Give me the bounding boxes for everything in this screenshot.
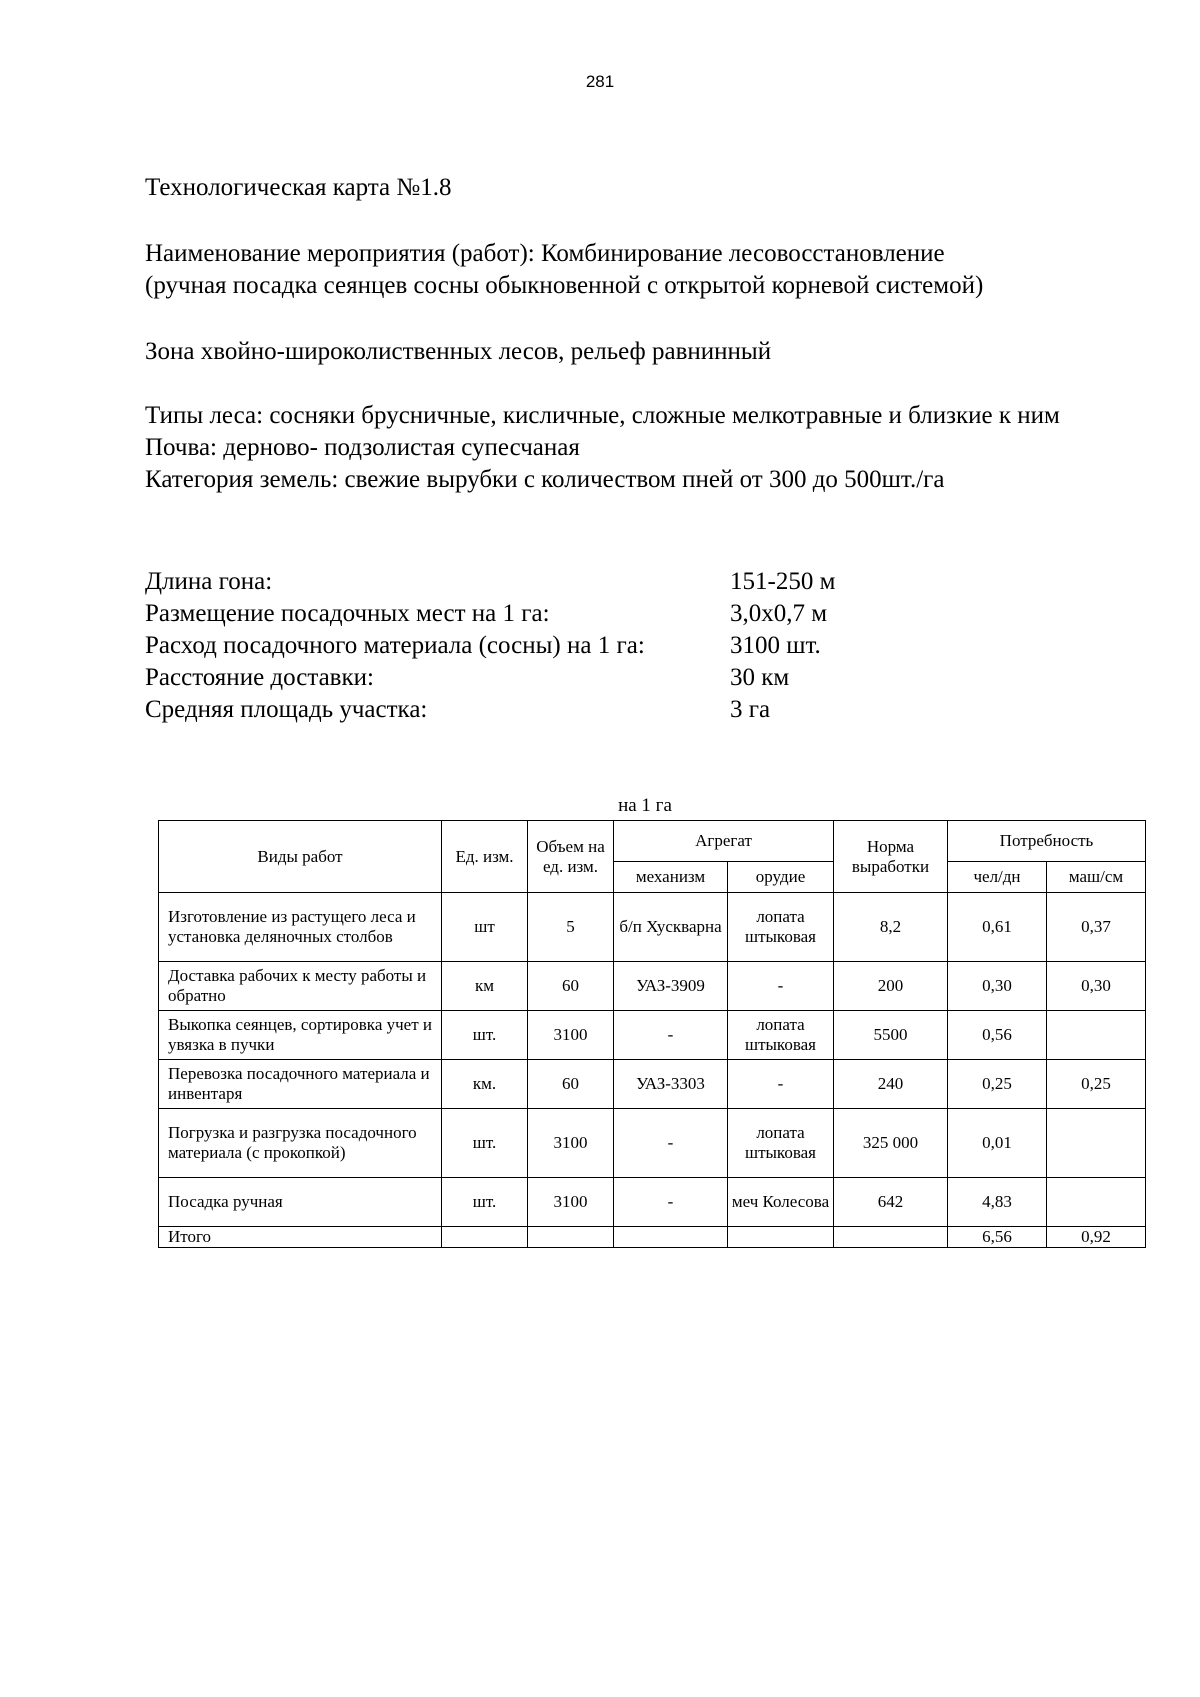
- total-machine-shifts: 0,92: [1047, 1227, 1146, 1248]
- cell-norm: 240: [834, 1060, 948, 1109]
- empty-cell: [442, 1227, 528, 1248]
- forest-types: Типы леса: сосняки брусничные, кисличные, сложные мелкотравные и близкие к ним: [145, 402, 1060, 429]
- parameters-list: [145, 566, 835, 726]
- header-machine-shifts: маш/см: [1047, 862, 1146, 893]
- cell-norm: 325 000: [834, 1109, 948, 1178]
- cell-norm: 8,2: [834, 893, 948, 962]
- param-value: 3,0х0,7 м: [730, 600, 828, 627]
- cell-tool: лопата штыковая: [728, 1011, 834, 1060]
- cell-machine-shifts: 0,25: [1047, 1060, 1146, 1109]
- cell-machine-shifts: [1047, 1011, 1146, 1060]
- cell-work: Доставка рабочих к месту работы и обратно: [159, 962, 442, 1011]
- param-row: [145, 662, 835, 694]
- cell-work: Перевозка посадочного материала и инвентаря: [159, 1060, 442, 1109]
- cell-man-days: 0,25: [948, 1060, 1047, 1109]
- header-tool: орудие: [728, 862, 834, 893]
- cell-volume: 60: [528, 1060, 614, 1109]
- param-value: 3 га: [730, 696, 771, 723]
- cell-man-days: 0,61: [948, 893, 1047, 962]
- param-label: Средняя площадь участка:: [145, 696, 428, 723]
- param-label: Длина гона:: [145, 568, 273, 595]
- cell-work: Погрузка и разгрузка посадочного материала (с прокопкой): [159, 1109, 442, 1178]
- param-value: 30 км: [730, 664, 790, 691]
- cell-volume: 5: [528, 893, 614, 962]
- param-label: Размещение посадочных мест на 1 га:: [145, 600, 550, 627]
- cell-unit: шт: [442, 893, 528, 962]
- cell-work: Выкопка сеянцев, сортировка учет и увязка в пучки: [159, 1011, 442, 1060]
- table-row: [159, 893, 1146, 962]
- cell-tool: -: [728, 1060, 834, 1109]
- header-norm: Норма выработки: [834, 821, 948, 893]
- total-row: [159, 1227, 1146, 1248]
- total-man-days: 6,56: [948, 1227, 1047, 1248]
- cell-norm: 5500: [834, 1011, 948, 1060]
- cell-unit: шт.: [442, 1178, 528, 1227]
- table-row: [159, 1011, 1146, 1060]
- param-row: [145, 694, 835, 726]
- cell-mechanism: -: [614, 1109, 728, 1178]
- param-row: [145, 630, 835, 662]
- site-description: [145, 400, 1155, 496]
- empty-cell: [728, 1227, 834, 1248]
- cell-volume: 3100: [528, 1178, 614, 1227]
- activity-line-2: (ручная посадка сеянцев сосны обыкновенной с открытой корневой системой): [145, 272, 984, 299]
- activity-line-1: Наименование мероприятия (работ): Комбинирование лесовосстановление: [145, 240, 945, 267]
- header-aggregate: Агрегат: [614, 821, 834, 862]
- table-header-row: [159, 821, 1146, 862]
- cell-unit: шт.: [442, 1109, 528, 1178]
- param-value: 3100 шт.: [730, 632, 821, 659]
- param-label: Расстояние доставки:: [145, 664, 374, 691]
- cell-volume: 3100: [528, 1011, 614, 1060]
- cell-tool: -: [728, 962, 834, 1011]
- cell-volume: 60: [528, 962, 614, 1011]
- cell-mechanism: -: [614, 1011, 728, 1060]
- header-work-type: Виды работ: [159, 821, 442, 893]
- cell-unit: шт.: [442, 1011, 528, 1060]
- cell-machine-shifts: 0,30: [1047, 962, 1146, 1011]
- header-man-days: чел/дн: [948, 862, 1047, 893]
- cell-tool: лопата штыковая: [728, 893, 834, 962]
- header-unit: Ед. изм.: [442, 821, 528, 893]
- cell-volume: 3100: [528, 1109, 614, 1178]
- header-mechanism: механизм: [614, 862, 728, 893]
- cell-mechanism: б/п Хускварна: [614, 893, 728, 962]
- cell-tool: меч Колесова: [728, 1178, 834, 1227]
- table-row: [159, 1178, 1146, 1227]
- cell-machine-shifts: 0,37: [1047, 893, 1146, 962]
- cell-norm: 200: [834, 962, 948, 1011]
- table-row: [159, 962, 1146, 1011]
- param-row: [145, 598, 835, 630]
- header-need: Потребность: [948, 821, 1146, 862]
- param-row: [145, 566, 835, 598]
- cell-norm: 642: [834, 1178, 948, 1227]
- cell-unit: км.: [442, 1060, 528, 1109]
- empty-cell: [528, 1227, 614, 1248]
- cell-mechanism: УАЗ-3909: [614, 962, 728, 1011]
- document-title: Технологическая карта №1.8: [145, 174, 452, 201]
- header-volume: Объем на ед. изм.: [528, 821, 614, 893]
- cell-man-days: 0,30: [948, 962, 1047, 1011]
- activity-name: [145, 238, 1155, 302]
- cell-tool: лопата штыковая: [728, 1109, 834, 1178]
- cell-work: Изготовление из растущего леса и установка деляночных столбов: [159, 893, 442, 962]
- work-table: [158, 820, 1146, 1248]
- param-value: 151-250 м: [730, 568, 836, 595]
- page-number: 281: [585, 72, 615, 91]
- cell-man-days: 0,56: [948, 1011, 1047, 1060]
- cell-machine-shifts: [1047, 1109, 1146, 1178]
- total-label: Итого: [159, 1227, 442, 1248]
- table-unit-note: на 1 га: [618, 795, 672, 816]
- cell-man-days: 4,83: [948, 1178, 1047, 1227]
- zone-text: Зона хвойно-широколиственных лесов, рельеф равнинный: [145, 338, 772, 365]
- cell-work: Посадка ручная: [159, 1178, 442, 1227]
- empty-cell: [834, 1227, 948, 1248]
- param-label: Расход посадочного материала (сосны) на 1 га:: [145, 632, 645, 659]
- table-row: [159, 1109, 1146, 1178]
- empty-cell: [614, 1227, 728, 1248]
- cell-unit: км: [442, 962, 528, 1011]
- cell-machine-shifts: [1047, 1178, 1146, 1227]
- soil-type: Почва: дерново- подзолистая супесчаная: [145, 434, 580, 461]
- cell-man-days: 0,01: [948, 1109, 1047, 1178]
- land-category: Категория земель: свежие вырубки с количеством пней от 300 до 500шт./га: [145, 466, 945, 493]
- table-row: [159, 1060, 1146, 1109]
- cell-mechanism: -: [614, 1178, 728, 1227]
- cell-mechanism: УАЗ-3303: [614, 1060, 728, 1109]
